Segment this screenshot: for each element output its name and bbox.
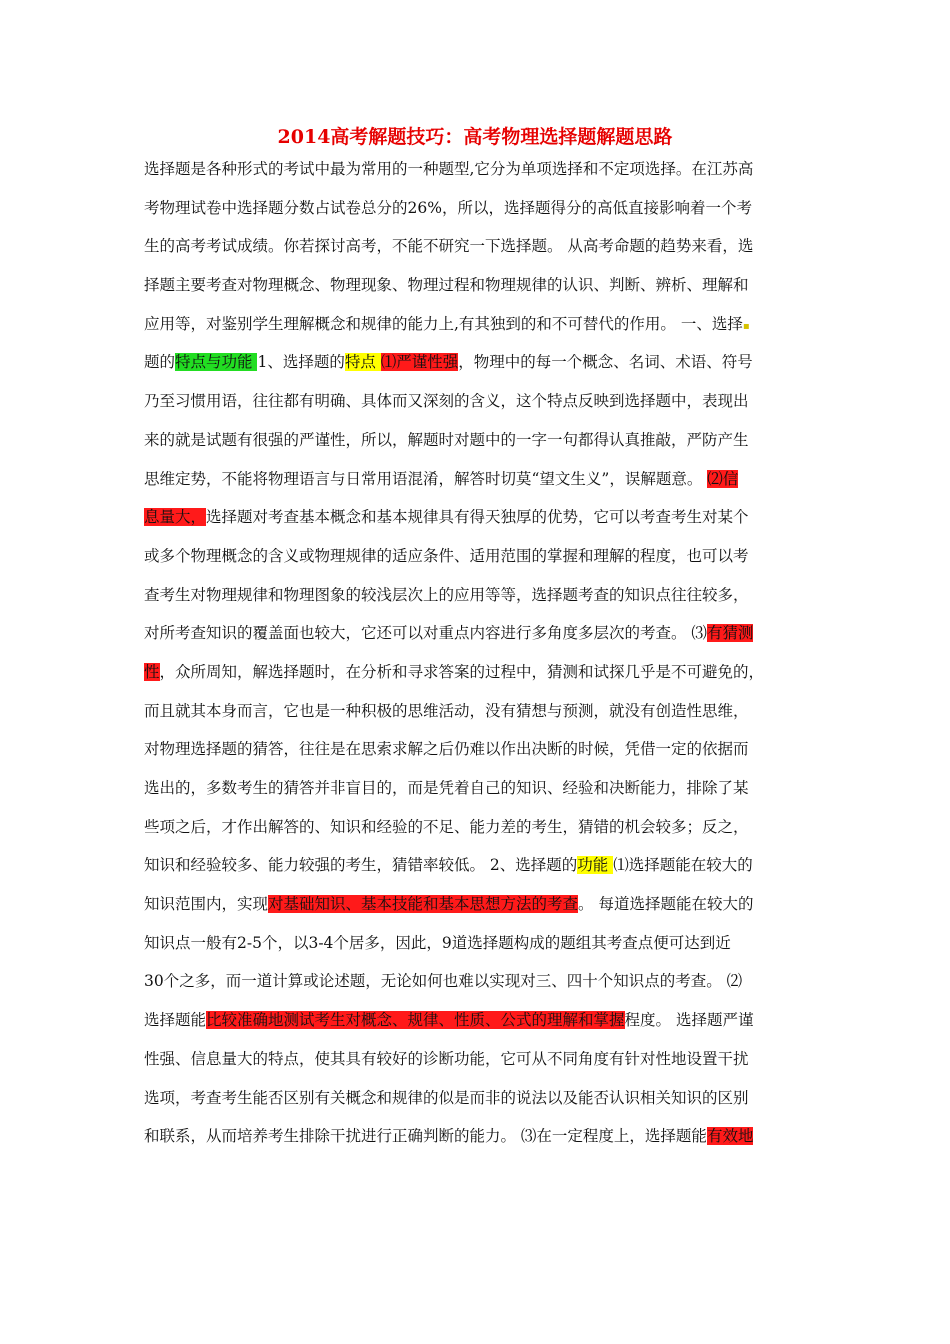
text-run: 或多个物理概念的含义或物理规律的适应条件、适用范围的掌握和理解的程度，也可以考 <box>144 546 749 565</box>
text-run: 知识范围内，实现 <box>144 895 269 914</box>
highlight-red: 息量大， <box>144 508 207 527</box>
text-run: 对所考查知识的覆盖面也较大，它还可以对重点内容进行多角度多层次的考查。 ⑶ <box>144 624 707 643</box>
paragraph-line <box>144 808 808 847</box>
highlight-yellow: 功能 <box>577 856 614 875</box>
highlight-red: 比较准确地测试考生对概念、规律、性质、公式的理解和掌握 <box>206 1011 625 1030</box>
text-run: 来的就是试题有很强的严谨性，所以，解题时对题中的一字一句都得认真推敲，严防产生 <box>144 430 749 449</box>
highlight-red: 对基础知识、基本技能和基本思想方法的考查 <box>268 895 579 914</box>
highlight-red: 有效地 <box>706 1127 754 1146</box>
highlight-yellow: 特点 <box>344 353 381 372</box>
paragraph-line <box>144 730 808 769</box>
paragraph-line <box>144 227 808 266</box>
text-run: 和联系，从而培养考生排除干扰进行正确判断的能力。 ⑶在一定程度上，选择题能 <box>144 1127 707 1146</box>
article-body <box>144 150 808 1156</box>
text-run: 知识和经验较多、能力较强的考生，猜错率较低。 2、选择题的 <box>144 856 578 875</box>
highlight-red: ⑴严谨性强 <box>380 353 459 372</box>
text-run: ⑴选择题能在较大的 <box>613 856 753 875</box>
paragraph-line <box>144 924 808 963</box>
text-run: ，众所周知，解选择题时，在分析和寻求答案的过程中，猜测和试探几乎是不可避免的， <box>159 662 765 681</box>
paragraph-line <box>144 498 808 537</box>
paragraph-line <box>144 962 808 1001</box>
paragraph-line <box>144 150 808 189</box>
text-run: 1、选择题的 <box>257 353 345 372</box>
paragraph-line <box>144 382 808 421</box>
text-run: 择题主要考查对物理概念、物理现象、物理过程和物理规律的认识、判断、辨析、理解和 <box>144 276 749 295</box>
paragraph-line <box>144 1001 808 1040</box>
text-run: 生的高考考试成绩。你若探讨高考，不能不研究一下选择题。 从高考命题的趋势来看，选 <box>144 237 754 256</box>
text-run: 。 每道选择题能在较大的 <box>578 895 754 914</box>
text-run: 思维定势，不能将物理语言与日常用语混淆，解答时切莫“望文生义”，误解题意。 <box>144 469 708 488</box>
text-run: ，物理中的每一个概念、名词、术语、符号 <box>458 353 753 372</box>
paragraph-line <box>144 885 808 924</box>
text-run: 性强、信息量大的特点，使其具有较好的诊断功能，它可从不同角度有针对性地设置干扰 <box>144 1049 749 1068</box>
text-run: 乃至习惯用语，往往都有明确、具体而又深刻的含义，这个特点反映到选择题中，表现出 <box>144 392 749 411</box>
text-run: 查考生对物理规律和物理图象的较浅层次上的应用等等，选择题考查的知识点往往较多， <box>144 585 749 604</box>
paragraph-line <box>144 692 808 731</box>
paragraph-line <box>144 846 808 885</box>
paragraph-line <box>144 460 808 499</box>
paragraph-line <box>144 1040 808 1079</box>
mark-dot: ▪ <box>742 320 750 332</box>
paragraph-line <box>144 1079 808 1118</box>
paragraph-line <box>144 305 808 344</box>
text-run: 应用等，对鉴别学生理解概念和规律的能力上,有其独到的和不可替代的作用。 一、选择 <box>144 314 743 333</box>
highlight-red: 有猜测 <box>706 624 754 643</box>
paragraph-line <box>144 614 808 653</box>
text-run: 选择题是各种形式的考试中最为常用的一种题型,它分为单项选择和不定项选择。在江苏高 <box>144 160 754 178</box>
text-run: 些项之后，才作出解答的、知识和经验的不足、能力差的考生，猜错的机会较多；反之， <box>144 817 749 836</box>
paragraph-line <box>144 421 808 460</box>
text-run: 选择题对考查基本概念和基本规律具有得天独厚的优势，它可以考查考生对某个 <box>206 508 749 527</box>
text-run: 而且就其本身而言，它也是一种积极的思维活动，没有猜想与预测，就没有创造性思维， <box>144 701 749 720</box>
text-run: 选项，考查考生能否区别有关概念和规律的似是而非的说法以及能否认识相关知识的区别 <box>144 1088 749 1107</box>
paragraph-line <box>144 653 808 692</box>
text-run: 对物理选择题的猜答，往往是在思索求解之后仍难以作出决断的时候，凭借一定的依据而 <box>144 740 749 759</box>
paragraph-line <box>144 576 808 615</box>
text-run: 30个之多，而一道计算或论述题，无论如何也难以实现对三、四十个知识点的考查。 ⑵ <box>144 972 743 991</box>
paragraph-line <box>144 266 808 305</box>
text-run: 选出的，多数考生的猜答并非盲目的，而是凭着自己的知识、经验和决断能力，排除了某 <box>144 779 749 797</box>
text-run: 考物理试卷中选择题分数占试卷总分的26%，所以，选择题得分的高低直接影响着一个考 <box>144 198 752 217</box>
highlight-red: ⑵信 <box>707 469 739 488</box>
text-run: 题的 <box>144 353 176 372</box>
page-title: 2014高考解题技巧：高考物理选择题解题思路 <box>277 126 673 148</box>
paragraph-line <box>144 769 808 808</box>
text-run: 程度。 选择题严谨 <box>624 1011 754 1030</box>
highlight-red: 性 <box>144 662 160 681</box>
paragraph-line <box>144 537 808 576</box>
text-run: 知识点一般有2-5个，以3-4个居多，因此，9道选择题构成的题组其考查点便可达到近 <box>144 933 731 952</box>
paragraph-line <box>144 343 808 382</box>
paragraph-line <box>144 189 808 228</box>
highlight-green: 特点与功能 <box>175 353 258 372</box>
text-run: 选择题能 <box>144 1011 207 1030</box>
paragraph-line <box>144 1117 808 1156</box>
